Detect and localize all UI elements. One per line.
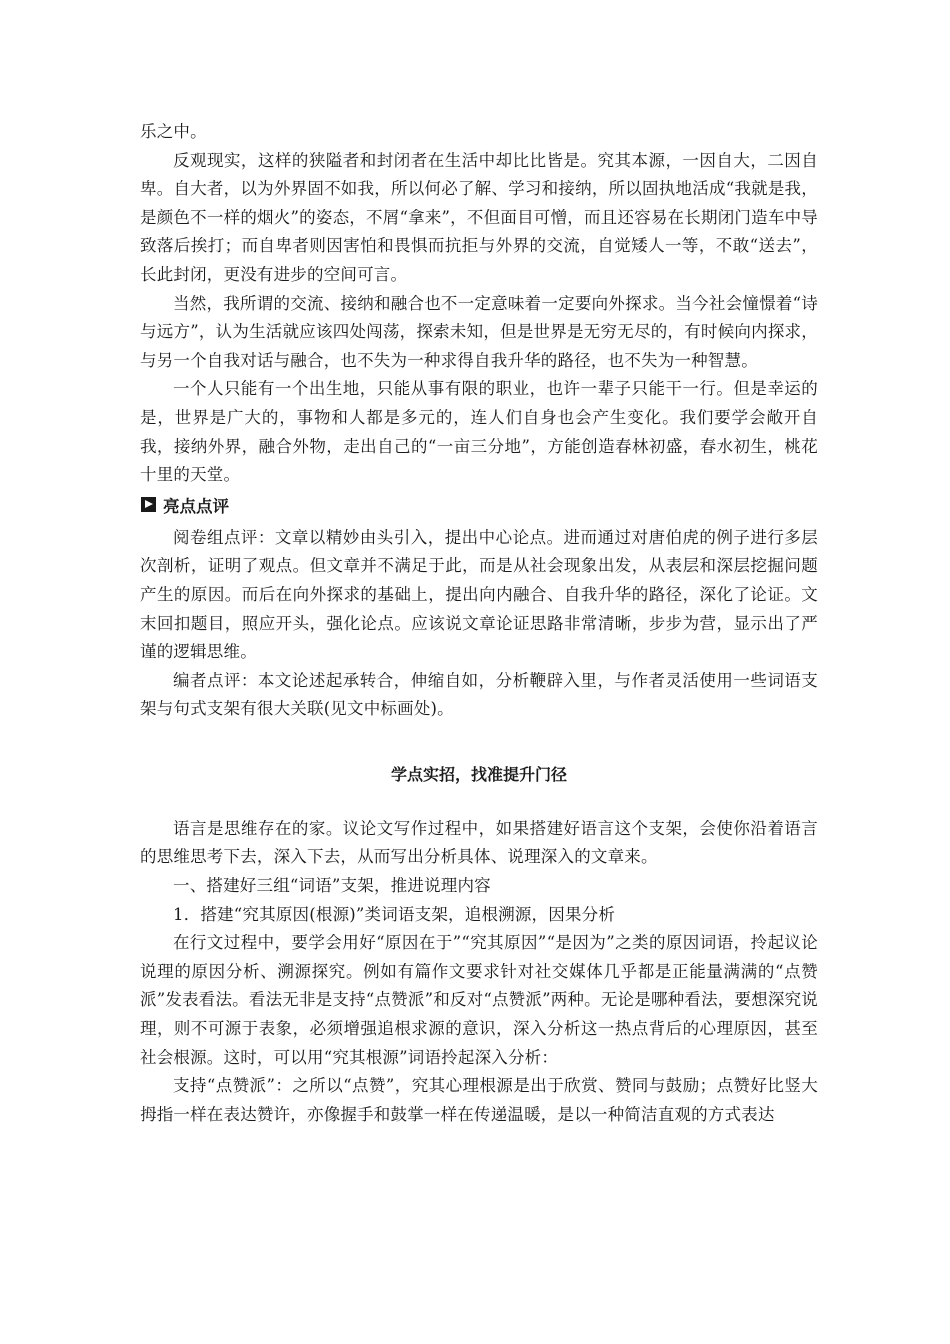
essay-paragraph: 当然，我所谓的交流、接纳和融合也不一定意味着一定要向外探求。当今社会憧憬着“诗与远方”，认为生活就应该四处闯荡，探索未知，但是世界是无穷无尽的，有时候向内探求，与另一个自我对话与融合，也不失为一种求得自我升华的路径，也不失为一种智慧。 — [140, 293, 818, 370]
play-triangle-icon — [141, 497, 156, 512]
document-page — [140, 118, 818, 1129]
lesson-heading: 一、搭建好三组“词语”支架，推进说理内容 — [173, 876, 491, 896]
review-paragraph: 编者点评：本文论述起承转合，伸缩自如，分析鞭辟入里，与作者灵活使用一些词语支架与句式支架有很大关联(见文中标画处)。 — [140, 670, 818, 719]
essay-paragraph: 反观现实，这样的狭隘者和封闭者在生活中却比比皆是。究其本源，一因自大，二因自卑。自大者，以为外界固不如我，所以何必了解、学习和接纳，所以固执地活成“我就是我，是颜色不一样的烟火”的姿态，不屑“拿来”，不但面目可憎，而且还容易在长期闭门造车中导致落后挨打；而自卑者则因害怕和畏惧而抗拒与外界的交流，自觉矮人一等，不敢“送去”，长此封闭，更没有进步的空间可言。 — [140, 150, 818, 284]
lesson-paragraph: 在行文过程中，要学会用好“原因在于”“究其原因”“是因为”之类的原因词语，拎起议论说理的原因分析、溯源探究。例如有篇作文要求针对社交媒体几乎都是正能量满满的“点赞派”发表看法。看法无非是支持“点赞派”和反对“点赞派”两种。无论是哪种看法，要想深究说理，则不可源于表象，必须增强追根求源的意识，深入分析这一热点背后的心理原因，甚至社会根源。这时，可以用“究其根源”词语拎起深入分析： — [140, 933, 818, 1067]
highlight-section-title: 亮点点评 — [163, 496, 229, 516]
lesson-subheading: 1．搭建“究其原因(根源)”类词语支架，追根溯源，因果分析 — [173, 904, 616, 924]
essay-paragraph: 一个人只能有一个出生地，只能从事有限的职业，也许一辈子只能干一行。但是幸运的是，世界是广大的，事物和人都是多元的，连人们自身也会产生变化。我们要学会敞开自我，接纳外界，融合外物，走出自己的“一亩三分地”，方能创造春林初盛，春水初生，桃花十里的天堂。 — [140, 379, 818, 485]
lesson-paragraph: 语言是思维存在的家。议论文写作过程中，如果搭建好语言这个支架，会使你沿着语言的思维思考下去，深入下去，从而写出分析具体、说理深入的文章来。 — [140, 818, 818, 867]
lesson-paragraph: 支持“点赞派”：之所以“点赞”，究其心理根源是出于欣赏、赞同与鼓励；点赞好比竖大拇指一样在表达赞许，亦像握手和鼓掌一样在传递温暖，是以一种简洁直观的方式表达 — [140, 1076, 818, 1124]
essay-paragraph: 乐之中。 — [140, 122, 207, 141]
review-paragraph: 阅卷组点评：文章以精妙由头引入，提出中心论点。进而通过对唐伯虎的例子进行多层次剖析，证明了观点。但文章并不满足于此，而是从社会现象出发，从表层和深层挖掘问题产生的原因。而后在向外探求的基础上，提出向内融合、自我升华的路径，深化了论证。文末回扣题目，照应开头，强化论点。应该说文章论证思路非常清晰，步步为营，显示出了严谨的逻辑思维。 — [140, 527, 818, 662]
highlight-section-header — [140, 490, 818, 520]
lesson-title: 学点实招，找准提升门径 — [390, 764, 567, 784]
